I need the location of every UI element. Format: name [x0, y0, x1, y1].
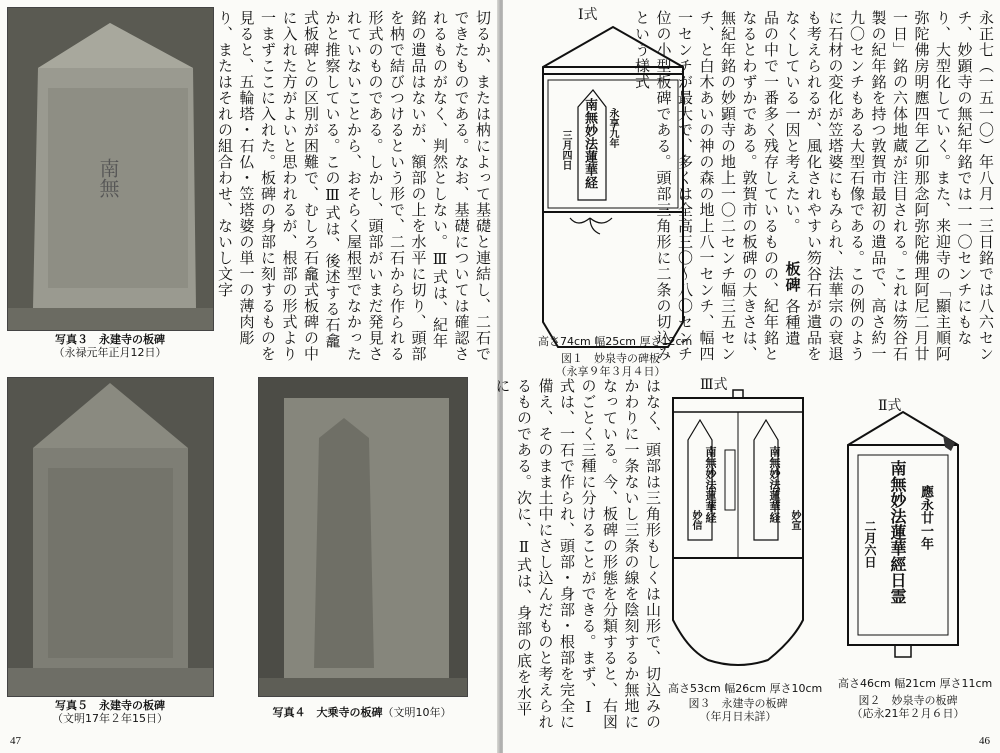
fig3-dimensions: 高さ53cm 幅26cm 厚さ10cm [668, 682, 823, 695]
right-top-text [633, 10, 996, 362]
fig3-caption [663, 697, 813, 723]
fig2-inscription-left: 二月六日 [863, 520, 877, 568]
photo-3-date: （永禄元年正月12日） [53, 346, 167, 359]
fig1-title: 図１ 妙泉寺の碑板 [561, 352, 660, 365]
fig1-inscription-main: 南無妙法蓮華経 [582, 98, 597, 189]
svg-text:南無: 南無 [96, 158, 120, 198]
photo-4-image [258, 377, 468, 697]
photo-3-title: 永建寺の板碑 [99, 333, 165, 346]
fig3-drawing [668, 390, 808, 670]
fig3-date: （年月日未詳） [699, 710, 777, 723]
fig3-name-b: 妙宣 [789, 510, 800, 530]
fig2-title: 図２ 妙泉寺の板碑 [858, 694, 958, 707]
photo-3-image [7, 7, 214, 331]
fig1-inscription-right: 永享九年 [607, 108, 618, 148]
photo-4-title: 大乗寺の板碑 [316, 706, 383, 719]
fig3-style-label: Ⅲ式 [700, 377, 728, 393]
left-page-number: 47 [10, 735, 21, 747]
photo-5-caption [35, 699, 185, 725]
fig1-style-label: Ⅰ式 [578, 7, 598, 23]
fig2-dimensions: 高さ46cm 幅21cm 厚さ11cm [838, 677, 993, 690]
itabi-heading: 板碑 [783, 260, 802, 293]
fig1-inscription-left: 三月四日 [560, 130, 571, 170]
right-page-number: 46 [979, 735, 990, 747]
fig2-inscription-main: 南無妙法蓮華經日霊 [888, 460, 907, 604]
fig2-caption [833, 694, 983, 720]
photo-5-title: 永建寺の板碑 [99, 699, 165, 712]
itabi-paragraph: 各種遺品の中で一番多く残存しているものの、紀年銘となるとわずかである。敦賀市の板碑の大きさは、無紀年銘の妙顕寺の地上一〇二センチ幅三五センチ、と白木あいの神の森の地上八一センチ、幅四一センチが最大で、多くは全高三〇～八〇センチ位の小型板碑である。頭部三角形に二条の切込みという様式 [633, 10, 802, 362]
photo-4-date: （文明10年） [382, 706, 452, 719]
photo-5-image [7, 377, 214, 697]
fig1-caption [528, 352, 693, 378]
fig2-date: （応永21年２月６日） [851, 707, 965, 720]
fig3-inscription-a: 南無妙法蓮華経 [704, 446, 717, 523]
photo-5-date: （文明17年２年15日） [52, 712, 168, 725]
fig2-inscription-right: 應永廿一年 [918, 485, 933, 550]
photo-3-label: 写真３ [55, 333, 88, 346]
fig1-drawing [538, 22, 688, 352]
fig2-style-label: Ⅱ式 [878, 398, 902, 414]
right-page [493, 0, 1000, 753]
fig3-title: 図３ 永建寺の板碑 [688, 697, 788, 710]
photo-5-label: 写真５ [55, 699, 88, 712]
left-body-text: 切るか、または枘によって基礎と連結し、二石でできたものである。なお、基礎については確認されるものがなく、判然としない。Ⅲ式は、紀年銘の遺品はないが、額部の上を水平に切り、頭部を枘で結びつけるという形で、二石から作られる形式のものである。しかし、頭部がいまだ発見されていないことから、おそらく屋根型でなかったかと推察している。このⅢ式は、後述する石龕式板碑との区別が困難で、むしろ石龕式板碑の中に入れた方がよいと思われるが、根部の形式より一まずここに入れた。板碑の身部に刻するものを見ると、五輪塔・石仏・笠塔婆の単一の薄肉彫り、またはそれの組合わせ、ないし文字 [216, 10, 492, 362]
right-bottom-text: はなく、頭部は三角形もしくは山形で、切込みのかわりに一条ないし三条の線を陰刻するか無地になっている。今、板碑の形態を分類すると、右図のごとく三種に分けることができる。まず、Ⅰ式は、一石で作られ、頭部・身部・根部を完全に備え、そのまま土中にさし込んだものと考えられるものである。次に、Ⅱ式は、身部の底を水平に [493, 378, 662, 730]
fig3-inscription-b: 南無妙法蓮華経 [768, 446, 781, 523]
fig3-name-a: 妙信 [690, 510, 701, 530]
photo-4-label: 写真４ [272, 706, 306, 719]
photo-4-caption [262, 706, 462, 719]
right-top-paragraph: 永正七（一五一〇）年八月一三日銘では八六センチ、妙顕寺の無紀年銘では一一〇センチにもなり、大型化していく。また、来迎寺の「顯主順阿弥陀佛房明應四年乙卯那念阿弥陀佛理阿尼二月廿一日」銘の六体地蔵が注目される。これは笏谷石製の紀年銘を持つ敦賀市最初の遺品で、高さ約一九〇センチもある大型石像である。この例のように石材の変化が笠塔婆にもみられ、法華宗の衰退も考えられるが、風化されやすい笏谷石が遺品をなくしている一因と考えたい。 [783, 10, 995, 362]
photo-3-caption [35, 333, 185, 359]
fig1-dimensions: 高さ74cm 幅25cm 厚さ12cm [538, 335, 693, 348]
fig1-date: （永享９年３月４日） [555, 365, 666, 378]
